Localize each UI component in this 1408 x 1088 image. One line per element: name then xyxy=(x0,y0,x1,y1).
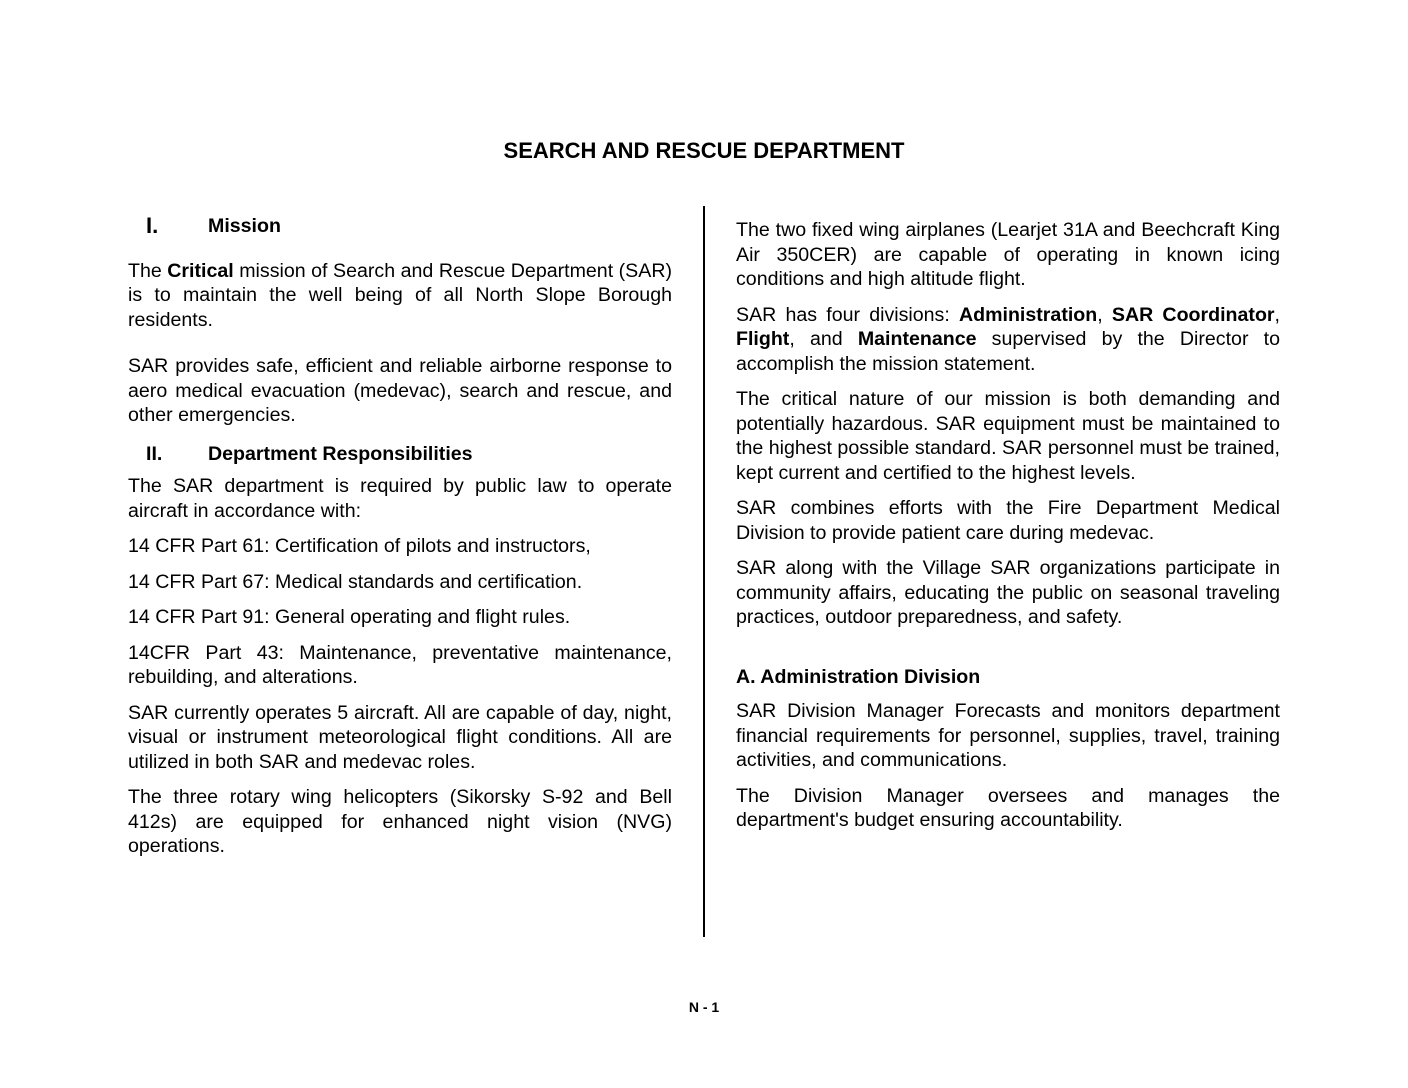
section-number: II. xyxy=(146,442,163,465)
section-heading-mission xyxy=(128,214,672,239)
page-number: N - 1 xyxy=(688,999,720,1015)
law-intro-paragraph: The SAR department is required by public law to operate aircraft in accordance with: xyxy=(128,475,672,522)
division-flight: Flight xyxy=(736,328,790,350)
budget-paragraph: The Division Manager oversees and manages the department's budget ensuring accountability. xyxy=(736,784,1280,831)
page-title: SEARCH AND RESCUE DEPARTMENT xyxy=(503,138,905,163)
combines-paragraph: SAR combines efforts with the Fire Department Medical Division to provide patient care during medevac. xyxy=(736,497,1280,544)
aircraft-paragraph: SAR currently operates 5 aircraft. All are capable of day, night, visual or instrument meteorological flight conditions. All are utilized in both SAR and medevac roles. xyxy=(128,701,672,773)
column-divider xyxy=(703,206,705,937)
admin-division-heading: A. Administration Division xyxy=(736,665,981,688)
regulation-item: 14 CFR Part 61: Certification of pilots and instructors, xyxy=(128,535,591,557)
divisions-paragraph: SAR has four divisions: Administration, SAR Coordinator, Flight, and Maintenance supervised by the Director to accomplish the mission statement. xyxy=(736,303,1280,375)
airplanes-paragraph: The two fixed wing airplanes (Learjet 31A and Beechcraft King Air 350CER) are capable of operating in known icing conditions and high altitude flight. xyxy=(736,219,1280,290)
regulation-item: 14 CFR Part 67: Medical standards and certification. xyxy=(128,570,583,593)
admin-division-paragraph: SAR Division Manager Forecasts and monitors department financial requirements for personnel, supplies, travel, training activities, and communications. xyxy=(736,700,1280,771)
division-sar-coordinator: SAR Coordinator xyxy=(1111,303,1275,326)
airborne-response-paragraph: SAR provides safe, efficient and reliable airborne response to aero medical evacuation (medevac), search and rescue, and other emergencies. xyxy=(128,355,672,426)
left-column xyxy=(128,214,672,859)
section-title: Mission xyxy=(208,215,281,237)
critical-emphasis: Critical xyxy=(167,259,234,282)
section-number: I. xyxy=(146,213,159,238)
mission-paragraph: The Critical mission of Search and Rescue Department (SAR) is to maintain the well being of all North Slope Borough residents. xyxy=(128,259,672,331)
division-administration: Administration xyxy=(958,303,1098,326)
village-paragraph: SAR along with the Village SAR organizations participate in community affairs, educating the public on seasonal traveling practices, outdoor preparedness, and safety. xyxy=(736,557,1280,628)
section-title: Department Responsibilities xyxy=(208,442,473,465)
division-maintenance: Maintenance xyxy=(857,328,977,350)
helicopters-paragraph: The three rotary wing helicopters (Sikorsky S-92 and Bell 412s) are equipped for enhanced night vision (NVG) operations. xyxy=(128,786,672,857)
regulation-item: 14CFR Part 43: Maintenance, preventative maintenance, rebuilding, and alterations. xyxy=(128,641,672,688)
section-heading-responsibilities xyxy=(128,442,672,467)
spacer xyxy=(736,630,1280,665)
critical-nature-paragraph: The critical nature of our mission is both demanding and potentially hazardous. SAR equipment must be maintained to the highest possible standard. SAR personnel must be trained, kept current and certified to the highest levels. xyxy=(736,388,1280,484)
regulation-item: 14 CFR Part 91: General operating and flight rules. xyxy=(128,606,571,628)
right-column xyxy=(736,218,1280,833)
